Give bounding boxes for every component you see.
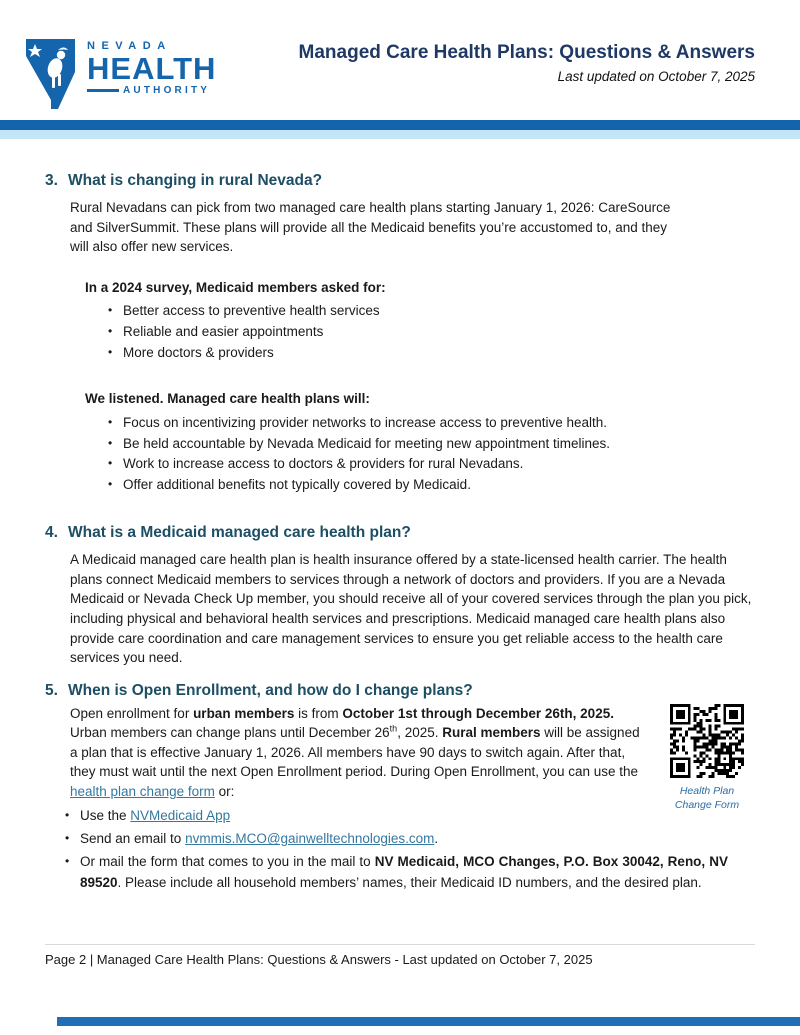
list-item: • Better access to preventive health services — [103, 301, 755, 322]
superscript-text: th — [389, 723, 398, 734]
qr-code-block — [659, 704, 755, 812]
document-body — [45, 139, 755, 894]
bold-text: NV Medicaid, MCO Changes, P.O. Box 30042, Reno, NV 89520 — [80, 854, 728, 891]
text-run: Urban members can change plans until December 26 — [70, 725, 390, 741]
nevada-state-icon — [25, 38, 83, 110]
footer-text: Page 2 | Managed Care Health Plans: Questions & Answers - Last updated on October 7, 2025 — [45, 952, 593, 967]
bold-text: Rural members — [442, 725, 541, 741]
qr-caption-line2: Change Form — [674, 798, 740, 811]
bold-text: urban members — [193, 705, 295, 721]
bottom-accent-bar — [57, 1017, 800, 1026]
section-number: 5. — [45, 681, 58, 699]
nevada-health-authority-logo — [25, 38, 225, 132]
logo-word-authority: AUTHORITY — [123, 85, 211, 96]
section-q3 — [45, 172, 755, 496]
text-run: is from — [294, 705, 343, 721]
text-run: Use the — [80, 808, 131, 824]
list-item: • Offer additional benefits not typically covered by Medicaid. — [103, 475, 755, 496]
survey-group — [85, 278, 755, 364]
text-run: Send an email to — [80, 831, 186, 847]
qr-caption-line1: Health Plan — [679, 784, 735, 797]
section-heading: What is changing in rural Nevada? — [68, 172, 323, 189]
we-listened-bullet-list — [103, 413, 755, 497]
text-run: Open enrollment for — [70, 705, 194, 721]
footer-divider — [45, 944, 755, 945]
page-footer — [45, 944, 755, 967]
section-paragraph: A Medicaid managed care health plan is health insurance offered by a state-licensed health carrier. The health plans connect Medicaid members to services through a network of doctors and providers. If you are a Nevada Medicaid or Nevada Check Up member, you should receive all of your covered services through the plan you pick, including physical and behavioral health services and prescriptions. Medicaid managed care health plans also provide care coordination and care management services to ensure you get reliable access to the health care services you need. — [70, 552, 752, 666]
section-heading: When is Open Enrollment, and how do I change plans? — [68, 681, 473, 699]
open-enrollment-paragraph — [70, 704, 667, 802]
section-number: 3. — [45, 172, 58, 189]
list-item: • Focus on incentivizing provider networks to increase access to preventive health. — [103, 413, 755, 434]
text-run: Or mail the form that comes to you in the mail to — [80, 854, 375, 870]
we-listened-group — [85, 389, 755, 496]
text-run: will be assigned a plan that is effective January 1, 2026. All members have 90 days to switch again. After that, they must wait until the next Open Enrollment period. During Open Enrollment, you can use the — [70, 725, 640, 780]
logo-word-nevada: NEVADA — [87, 40, 172, 52]
inline-link[interactable]: NVMedicaid App — [130, 808, 231, 824]
logo-word-health: HEALTH — [87, 51, 217, 86]
section-paragraph: Rural Nevadans can pick from two managed care health plans starting January 1, 2026: CareSource and SilverSummit. These plans will provide all the Medicaid benefits you’re accustomed to, and they will also offer new services. — [70, 200, 671, 255]
header-accent-bar-dark — [0, 120, 800, 130]
bold-text: October 1st through December 26th, 2025. — [342, 705, 614, 721]
inline-link[interactable]: health plan change form — [70, 783, 215, 799]
text-run: or: — [214, 783, 235, 799]
section-number: 4. — [45, 524, 58, 542]
survey-bullet-list — [103, 301, 755, 364]
document-title: Managed Care Health Plans: Questions & Answers — [298, 42, 755, 63]
section-heading: What is a Medicaid managed care health plan? — [68, 524, 411, 542]
change-plan-options-list — [60, 806, 755, 894]
last-updated-text: Last updated on October 7, 2025 — [557, 69, 755, 84]
inline-link[interactable]: nvmmis.MCO@gainwelltechnologies.com — [185, 831, 435, 847]
list-item: • Be held accountable by Nevada Medicaid for meeting new appointment timelines. — [103, 434, 755, 455]
group-label: We listened. Managed care health plans will: — [85, 391, 370, 407]
text-run: , 2025. — [397, 725, 443, 741]
section-q4 — [45, 524, 755, 667]
group-label: In a 2024 survey, Medicaid members asked for: — [85, 279, 386, 295]
section-q5 — [45, 682, 755, 895]
logo-rule — [87, 89, 119, 92]
text-run: . — [434, 831, 439, 847]
list-item — [60, 829, 755, 850]
list-item: • More doctors & providers — [103, 343, 755, 364]
qr-code — [670, 704, 744, 778]
text-run: . Please include all household members’ names, their Medicaid ID numbers, and the desired plan. — [117, 875, 702, 891]
list-item: • Reliable and easier appointments — [103, 322, 755, 343]
list-item — [60, 852, 728, 894]
list-item — [60, 806, 755, 827]
header-accent-bar-light — [0, 130, 800, 139]
list-item: • Work to increase access to doctors & providers for rural Nevadans. — [103, 454, 755, 475]
